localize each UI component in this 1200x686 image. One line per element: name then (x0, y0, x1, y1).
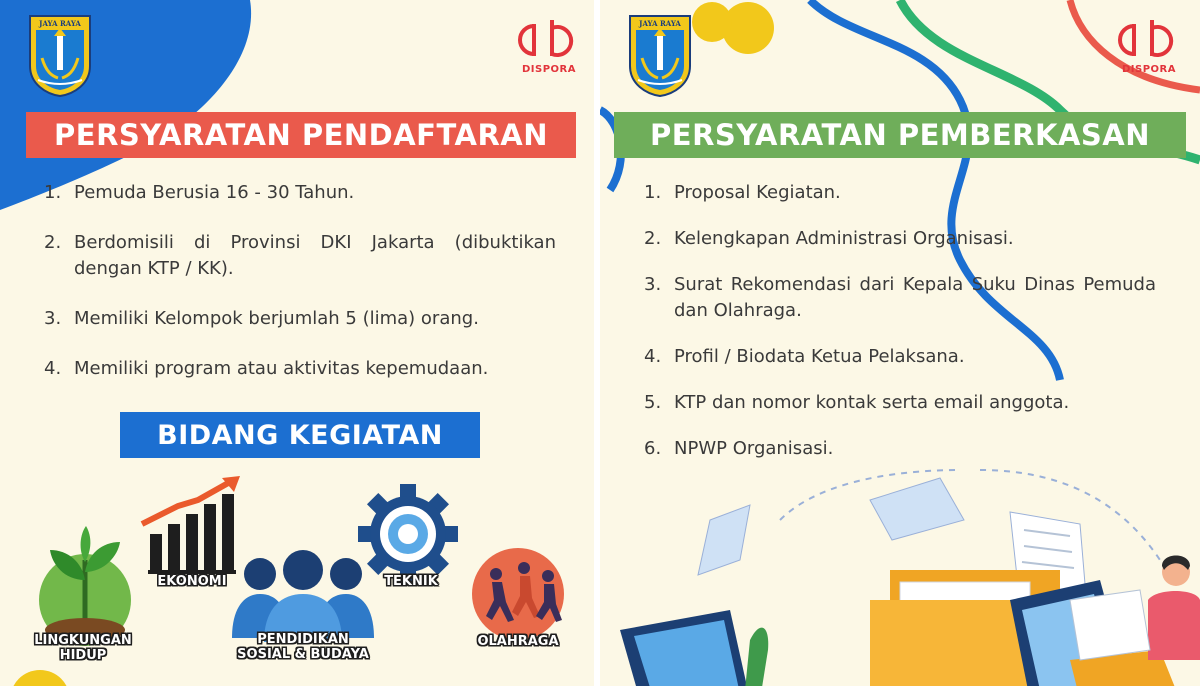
field-label-lingkungan: LINGKUNGAN HIDUP (34, 633, 132, 663)
list-item: 1. Proposal Kegiatan. (644, 182, 841, 203)
svg-text:JAYA RAYA: JAYA RAYA (639, 19, 681, 28)
list-item: 2. Kelengkapan Administrasi Organisasi. (644, 228, 1014, 249)
registration-title-banner: PERSYARATAN PENDAFTARAN (26, 112, 576, 158)
runners-icon (466, 544, 570, 640)
field-label-ekonomi: EKONOMI (157, 574, 227, 589)
dispora-logo-icon (518, 16, 580, 82)
list-item: 4. Profil / Biodata Ketua Pelaksana. (644, 346, 965, 367)
registration-requirements-list (44, 180, 556, 406)
field-label-teknik: TEKNIK (384, 574, 438, 589)
list-item: 5. KTP dan nomor kontak serta email anggota. (644, 392, 1070, 413)
document-title-banner: PERSYARATAN PEMBERKASAN (614, 112, 1186, 158)
list-item: 2. Berdomisili di Provinsi DKI Jakarta (dibuktikan dengan KTP / KK). (44, 232, 556, 279)
svg-text:JAYA RAYA: JAYA RAYA (39, 19, 81, 28)
jakarta-emblem-icon (28, 14, 92, 98)
list-item: 4. Memiliki program atau aktivitas kepemudaan. (44, 358, 489, 379)
list-item: 3. Memiliki Kelompok berjumlah 5 (lima) orang. (44, 308, 479, 329)
activity-fields-banner: BIDANG KEGIATAN (120, 412, 480, 458)
growth-chart-icon (138, 476, 242, 576)
field-label-pendidikan: PENDIDIKAN SOSIAL & BUDAYA (237, 632, 369, 662)
document-requirements-list (644, 180, 1156, 482)
dispora-wordmark: DISPORA (1122, 64, 1176, 75)
field-label-olahraga: OLAHRAGA (477, 634, 559, 649)
list-item: 6. NPWP Organisasi. (644, 438, 834, 459)
dispora-wordmark: DISPORA (522, 64, 576, 75)
gear-icon (356, 482, 460, 586)
list-item: 3. Surat Rekomendasi dari Kepala Suku Dinas Pemuda dan Olahraga. (644, 274, 1156, 321)
plant-icon (34, 520, 136, 650)
list-item: 1. Pemuda Berusia 16 - 30 Tahun. (44, 182, 355, 203)
